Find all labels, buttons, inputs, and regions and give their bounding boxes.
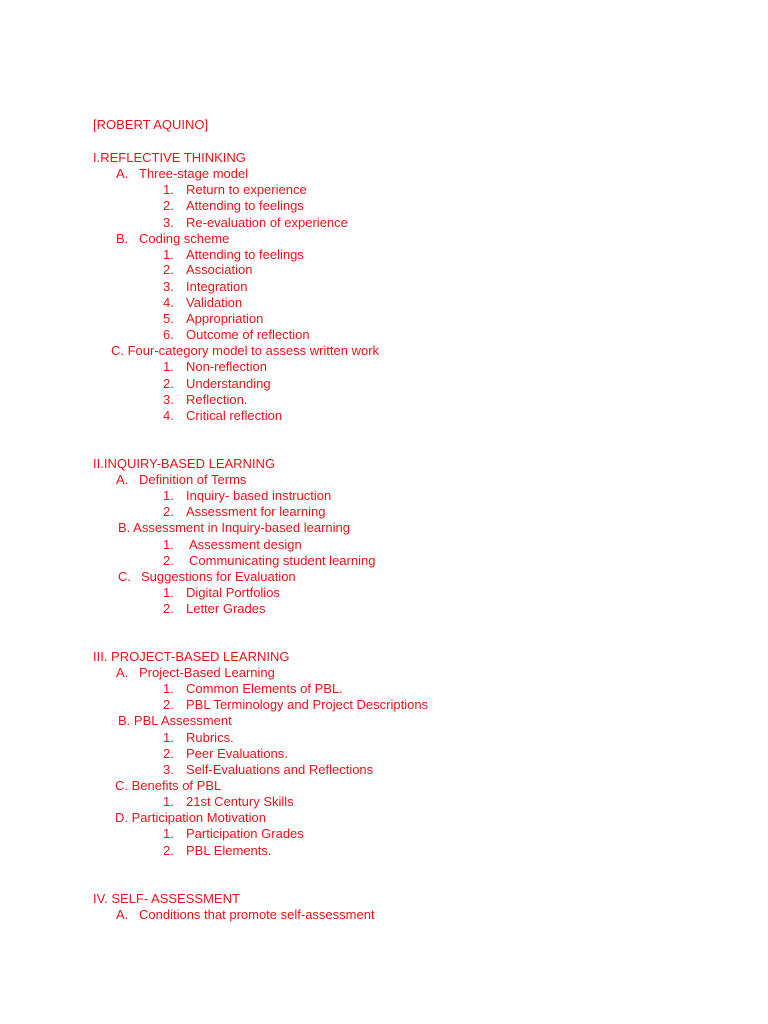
subsection-title: C. Four-category model to assess written work <box>111 343 380 358</box>
list-item-text: Validation <box>186 295 243 310</box>
list-item-number: 1. <box>163 730 174 745</box>
subsection-title: B. PBL Assessment <box>118 713 232 728</box>
subsection-title: Suggestions for Evaluation <box>141 569 296 584</box>
subsection-title: Coding scheme <box>139 231 230 246</box>
subsection-marker: B. <box>116 231 129 246</box>
list-item-text: Letter Grades <box>186 601 266 616</box>
list-item-text: Digital Portfolios <box>186 585 280 600</box>
subsection-marker: C. <box>118 569 131 584</box>
list-item-text: Re-evaluation of experience <box>186 215 348 230</box>
list-item-number: 4. <box>163 408 174 423</box>
list-item-text: 21st Century Skills <box>186 794 294 809</box>
subsection-title: Conditions that promote self-assessment <box>139 907 375 922</box>
list-item-number: 2. <box>163 843 174 858</box>
list-item-text: Self-Evaluations and Reflections <box>186 762 374 777</box>
list-item-text: Assessment for learning <box>186 504 326 519</box>
list-item-text: Communicating student learning <box>189 553 376 568</box>
list-item-text: Outcome of reflection <box>186 327 310 342</box>
list-item-number: 2. <box>163 746 174 761</box>
list-item-text: PBL Terminology and Project Descriptions <box>186 697 429 712</box>
list-item-text: Non-reflection <box>186 359 267 374</box>
list-item-number: 1. <box>163 826 174 841</box>
list-item-number: 1. <box>163 537 174 552</box>
subsection-title: Project-Based Learning <box>139 665 275 680</box>
section-heading: III. PROJECT-BASED LEARNING <box>93 649 290 664</box>
list-item-text: Appropriation <box>186 311 264 326</box>
list-item-number: 2. <box>163 697 174 712</box>
list-item-number: 1. <box>163 182 174 197</box>
list-item-text: PBL Elements. <box>186 843 272 858</box>
subsection-marker: A. <box>116 166 129 181</box>
list-item-text: Critical reflection <box>186 408 283 423</box>
list-item-number: 1. <box>163 585 174 600</box>
list-item-number: 3. <box>163 762 174 777</box>
list-item-number: 2. <box>163 553 174 568</box>
list-item-number: 1. <box>163 247 174 262</box>
list-item-number: 3. <box>163 392 174 407</box>
list-item-text: Inquiry- based instruction <box>186 488 332 503</box>
list-item-text: Understanding <box>186 376 271 391</box>
section-heading: II.INQUIRY-BASED LEARNING <box>93 456 276 471</box>
subsection-title: Three-stage model <box>139 166 249 181</box>
list-item-text: Rubrics. <box>186 730 234 745</box>
list-item-text: Integration <box>186 279 248 294</box>
subsection-title: C. Benefits of PBL <box>115 778 222 793</box>
subsection-marker: A. <box>116 665 129 680</box>
list-item-number: 1. <box>163 488 174 503</box>
list-item-text: Peer Evaluations. <box>186 746 288 761</box>
author-name: [ROBERT AQUINO] <box>93 117 209 132</box>
list-item-number: 3. <box>163 215 174 230</box>
list-item-text: Assessment design <box>189 537 302 552</box>
subsection-title: B. Assessment in Inquiry-based learning <box>118 520 350 535</box>
subsection-marker: A. <box>116 472 129 487</box>
list-item-number: 3. <box>163 279 174 294</box>
list-item-text: Common Elements of PBL. <box>186 681 343 696</box>
list-item-number: 2. <box>163 198 174 213</box>
list-item-number: 6. <box>163 327 174 342</box>
list-item-number: 1. <box>163 681 174 696</box>
list-item-text: Attending to feelings <box>186 247 304 262</box>
list-item-text: Return to experience <box>186 182 307 197</box>
list-item-number: 2. <box>163 262 174 277</box>
list-item-text: Attending to feelings <box>186 198 304 213</box>
list-item-text: Reflection. <box>186 392 248 407</box>
list-item-number: 4. <box>163 295 174 310</box>
section-heading: I.REFLECTIVE THINKING <box>93 150 246 165</box>
list-item-number: 5. <box>163 311 174 326</box>
list-item-number: 2. <box>163 504 174 519</box>
section-heading: IV. SELF- ASSESSMENT <box>93 891 240 906</box>
list-item-number: 1. <box>163 359 174 374</box>
list-item-number: 1. <box>163 794 174 809</box>
subsection-title: D. Participation Motivation <box>115 810 267 825</box>
list-item-number: 2. <box>163 376 174 391</box>
subsection-title: Definition of Terms <box>139 472 247 487</box>
list-item-text: Association <box>186 262 253 277</box>
list-item-number: 2. <box>163 601 174 616</box>
list-item-text: Participation Grades <box>186 826 304 841</box>
subsection-marker: A. <box>116 907 129 922</box>
